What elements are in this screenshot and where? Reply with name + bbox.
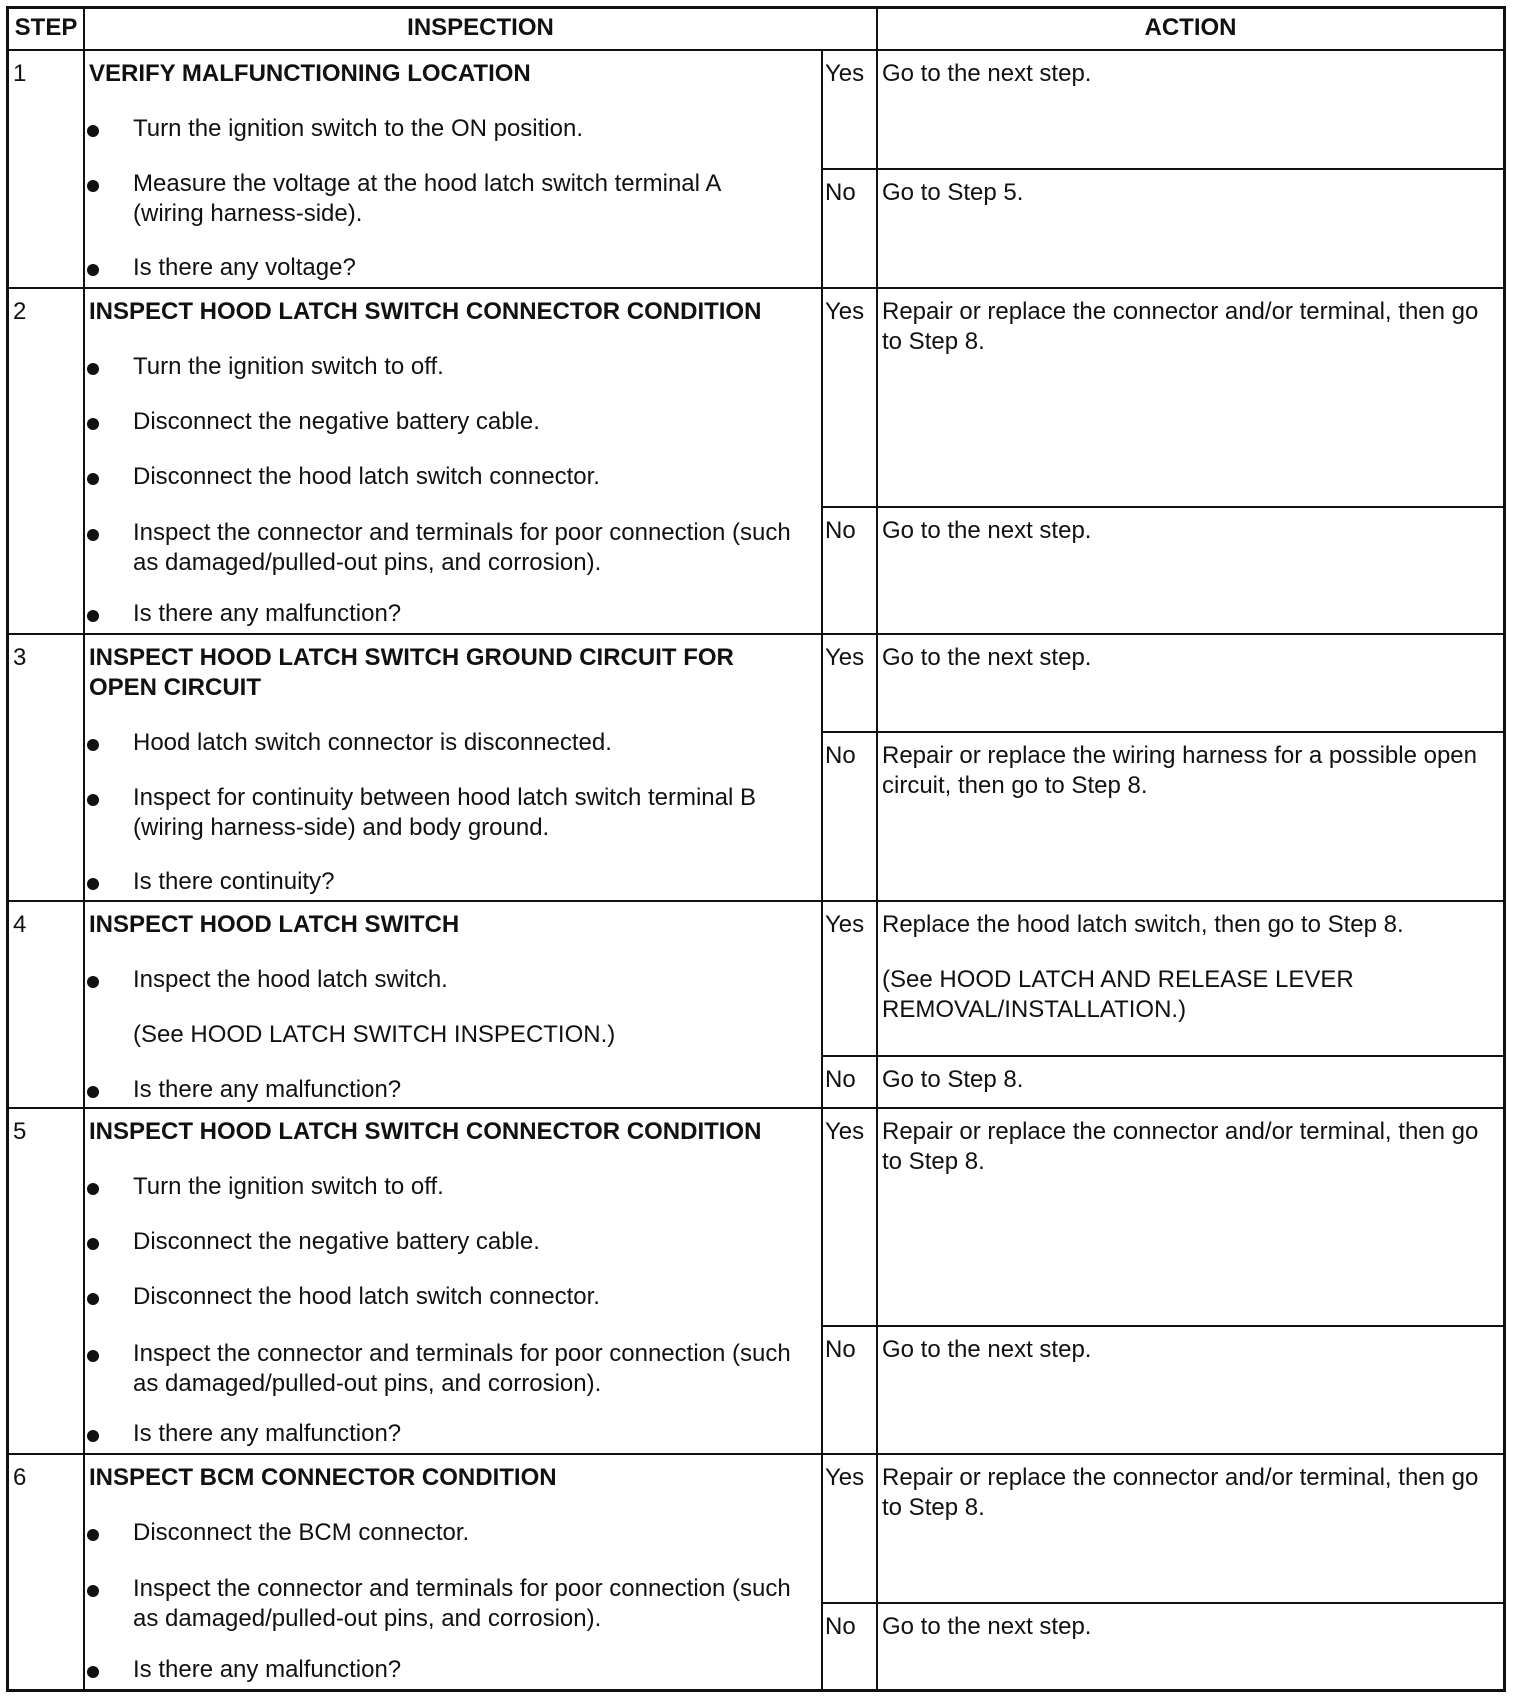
step-number: 5 xyxy=(13,1118,27,1145)
yes-label: Yes xyxy=(825,60,865,87)
no-action: Go to the next step. xyxy=(882,517,1092,544)
no-action: Go to the next step. xyxy=(882,1336,1092,1363)
step-number: 4 xyxy=(13,911,27,938)
header-inspection: INSPECTION xyxy=(407,14,554,41)
step-title: INSPECT BCM CONNECTOR CONDITION xyxy=(89,1464,557,1491)
yes-action: Repair or replace the connector and/or terminal, then go to Step 8. xyxy=(882,1464,1479,1521)
no-action: Go to Step 8. xyxy=(882,1066,1024,1093)
step-title: INSPECT HOOD LATCH SWITCH GROUND CIRCUIT FOR OPEN CIRCUIT xyxy=(89,644,734,701)
inspection-item: Disconnect the hood latch switch connector. xyxy=(87,1282,793,1312)
header-action: ACTION xyxy=(1144,14,1237,41)
inspection-item: Inspect the connector and terminals for poor connection (such as damaged/pulled-out pins, and corrosion). xyxy=(87,1574,793,1634)
step-number: 6 xyxy=(13,1464,27,1491)
yes-label: Yes xyxy=(825,1464,865,1491)
inspection-item: Turn the ignition switch to off. xyxy=(87,352,793,382)
no-label: No xyxy=(825,1336,856,1363)
no-action: Go to Step 5. xyxy=(882,179,1024,206)
inspection-item: Is there any voltage? xyxy=(87,253,793,283)
inspection-item: Inspect the connector and terminals for poor connection (such as damaged/pulled-out pins, and corrosion). xyxy=(87,518,793,578)
step-title: INSPECT HOOD LATCH SWITCH xyxy=(89,911,460,938)
inspection-item: Inspect the hood latch switch. xyxy=(87,965,793,995)
yes-label: Yes xyxy=(825,1118,865,1145)
step-number: 1 xyxy=(13,60,27,87)
step-number: 3 xyxy=(13,644,27,671)
yes-action: Repair or replace the connector and/or terminal, then go to Step 8. xyxy=(882,298,1479,355)
yes-action: Repair or replace the connector and/or terminal, then go to Step 8. xyxy=(882,1118,1479,1175)
step-number: 2 xyxy=(13,298,27,325)
inspection-item: Hood latch switch connector is disconnected. xyxy=(87,728,793,758)
yes-action: Go to the next step. xyxy=(882,60,1092,87)
inspection-item: Is there any malfunction? xyxy=(87,1075,793,1105)
inspection-item: Measure the voltage at the hood latch switch terminal A (wiring harness-side). xyxy=(87,169,793,229)
inspection-item: Disconnect the BCM connector. xyxy=(87,1518,793,1548)
inspection-item: Disconnect the negative battery cable. xyxy=(87,1227,793,1257)
yes-note: (See HOOD LATCH AND RELEASE LEVER REMOVAL/INSTALLATION.) xyxy=(882,966,1354,1023)
inspection-item: Is there any malfunction? xyxy=(87,1655,793,1685)
inspection-item: Disconnect the negative battery cable. xyxy=(87,407,793,437)
inspection-item: Is there any malfunction? xyxy=(87,1419,793,1449)
no-label: No xyxy=(825,1066,856,1093)
diagnostic-table xyxy=(6,6,1506,1692)
yes-label: Yes xyxy=(825,644,865,671)
inspection-item: Disconnect the hood latch switch connector. xyxy=(87,462,793,492)
yes-label: Yes xyxy=(825,911,865,938)
yes-label: Yes xyxy=(825,298,865,325)
inspection-note: (See HOOD LATCH SWITCH INSPECTION.) xyxy=(133,1021,616,1048)
no-action: Repair or replace the wiring harness for a possible open circuit, then go to Step 8. xyxy=(882,742,1477,799)
step-title: INSPECT HOOD LATCH SWITCH CONNECTOR CONDITION xyxy=(89,1118,762,1145)
no-label: No xyxy=(825,742,856,769)
inspection-item: Is there continuity? xyxy=(87,867,793,897)
inspection-item: Turn the ignition switch to the ON position. xyxy=(87,114,793,144)
inspection-item: Inspect the connector and terminals for poor connection (such as damaged/pulled-out pins, and corrosion). xyxy=(87,1339,793,1399)
no-label: No xyxy=(825,517,856,544)
step-title: VERIFY MALFUNCTIONING LOCATION xyxy=(89,60,531,87)
no-label: No xyxy=(825,179,856,206)
yes-action: Go to the next step. xyxy=(882,644,1092,671)
inspection-item: Inspect for continuity between hood latch switch terminal B (wiring harness-side) and body ground. xyxy=(87,783,793,843)
inspection-item: Turn the ignition switch to off. xyxy=(87,1172,793,1202)
no-label: No xyxy=(825,1613,856,1640)
no-action: Go to the next step. xyxy=(882,1613,1092,1640)
step-title: INSPECT HOOD LATCH SWITCH CONNECTOR CONDITION xyxy=(89,298,762,325)
yes-action: Replace the hood latch switch, then go to Step 8. xyxy=(882,911,1404,938)
inspection-item: Is there any malfunction? xyxy=(87,599,793,629)
header-step: STEP xyxy=(14,14,78,41)
